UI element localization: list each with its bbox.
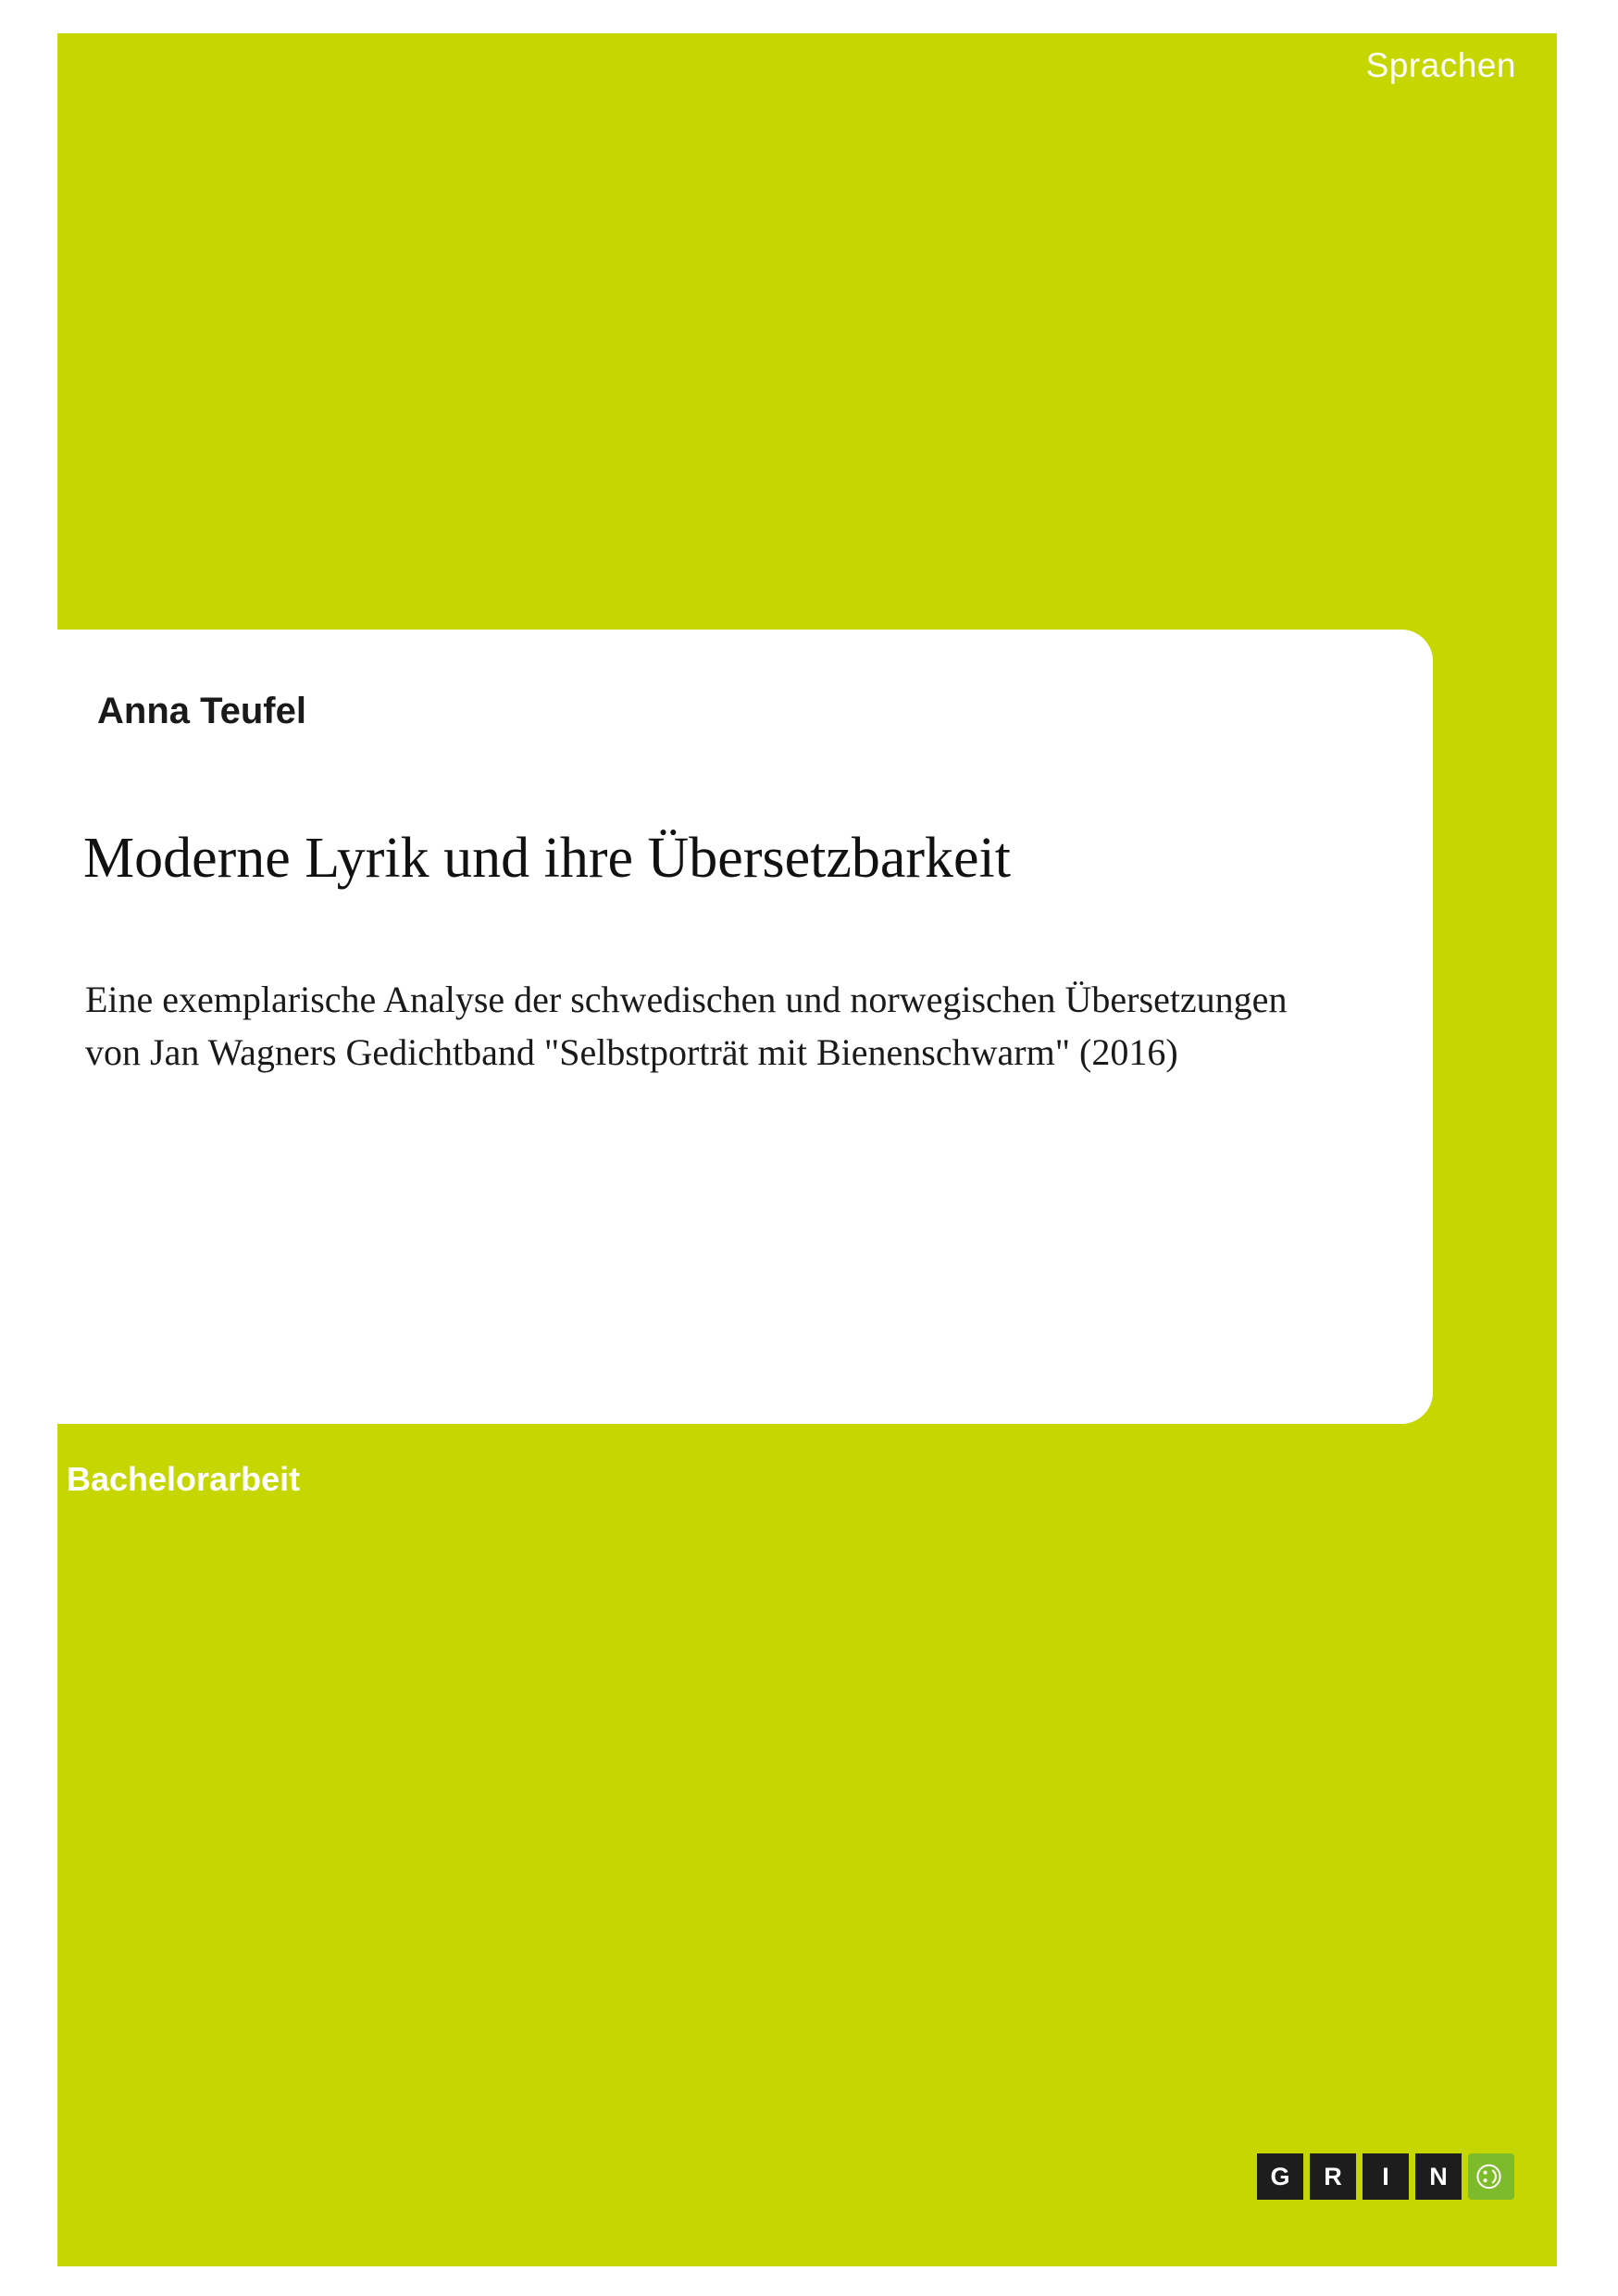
smiley-icon — [1468, 2153, 1514, 2200]
subtitle: Eine exemplarische Analyse der schwedischen und norwegischen Übersetzungen von Jan Wagners Gedichtband "Selbstporträt mit Bienenschwarm" (2016) — [85, 979, 1288, 1073]
cover-folder-notch — [57, 33, 1000, 630]
page-margin-left — [0, 0, 57, 2296]
grin-letter-r: R — [1310, 2153, 1356, 2200]
page-margin-bottom — [0, 2266, 1618, 2296]
grin-logo — [1257, 2153, 1514, 2200]
page-margin-top — [0, 0, 1618, 33]
page-margin-right — [1557, 0, 1618, 2296]
grin-letter-g: G — [1257, 2153, 1303, 2200]
cover-folder-notch-right — [1000, 111, 1557, 630]
smiley-face-glyph: ☺ — [1475, 2162, 1507, 2191]
page-title: Moderne Lyrik und ihre Übersetzbarkeit — [83, 827, 1011, 890]
grin-letter-n: N — [1415, 2153, 1462, 2200]
title-card — [0, 630, 1433, 1424]
document-type-label: Bachelorarbeit — [67, 1460, 301, 1498]
grin-letter-i: I — [1363, 2153, 1409, 2200]
category-label: Sprachen — [1365, 46, 1516, 84]
author-name: Anna Teufel — [97, 691, 306, 731]
